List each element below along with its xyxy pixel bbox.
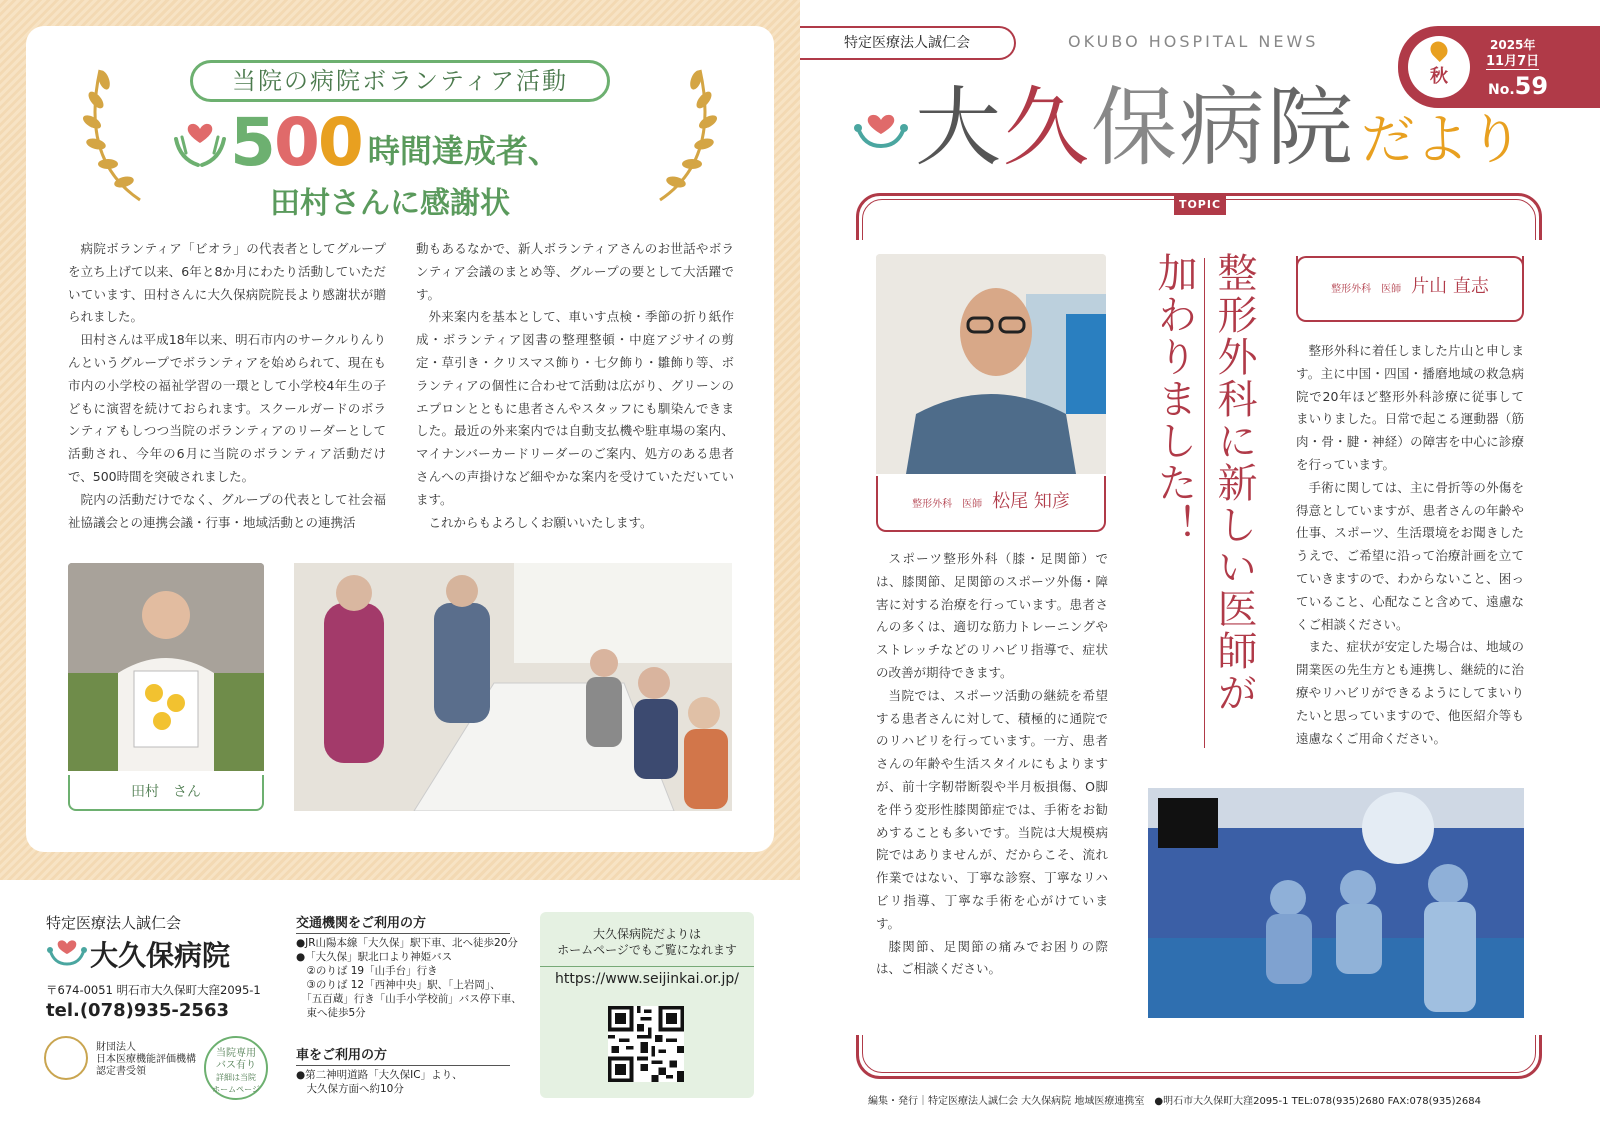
footer-hospital-name: 大久保病院 bbox=[90, 939, 231, 972]
masthead-char: 大 bbox=[915, 78, 1003, 178]
doctor-name: 松尾 知彦 bbox=[992, 491, 1070, 512]
doctor-role: 整形外科 医師 bbox=[912, 499, 983, 510]
masthead-kana: だより bbox=[1361, 108, 1523, 171]
cert-line: 日本医療機能評価機構 bbox=[96, 1054, 196, 1065]
doctor-role: 整形外科 医師 bbox=[1331, 284, 1402, 295]
paragraph: また、症状が安定した場合は、地域の開業医の先生方とも連携し、継続的に治療やリハビリができるようにしてまいりたいと思っていますので、他医紹介等も遠慮なくご用命ください。 bbox=[1296, 639, 1524, 746]
masthead-char: 久 bbox=[1003, 78, 1091, 178]
newsletter-english-title: OKUBO HOSPITAL NEWS bbox=[1068, 32, 1319, 51]
matsuo-text bbox=[876, 548, 1108, 981]
season-label: 秋 bbox=[1430, 66, 1448, 87]
access-line: ●第二神明道路「大久保IC」より、 bbox=[296, 1069, 463, 1081]
photo-volunteer-meeting bbox=[294, 563, 732, 811]
paragraph: 院内の活動だけでなく、グループの代表として社会福祉協議会との連携会議・行事・地域活動との連携活 bbox=[68, 491, 386, 530]
hands-heart-icon bbox=[170, 115, 230, 171]
bus-badge-line: バス有り bbox=[216, 1060, 256, 1071]
access-car-heading: 車をご利用の方 bbox=[296, 1044, 510, 1066]
publisher-footer: 編集・発行｜特定医療法人誠仁会 大久保病院 地域医療連携室 ●明石市大久保町大窪2095-1 TEL:078(935)2680 FAX:078(935)2684 bbox=[868, 1096, 1481, 1107]
big-number-500: 500 bbox=[230, 104, 362, 181]
bus-badge-line: 詳細は当院 bbox=[216, 1073, 256, 1082]
website-note bbox=[540, 926, 754, 958]
footer-address: 〒674-0051 明石市大久保町大窪2095-1 bbox=[46, 983, 261, 997]
bus-badge-line: ホームページ bbox=[212, 1085, 260, 1094]
paragraph: 病院ボランティア「ビオラ」の代表者としてグループを立ち上げて以来、6年と8か月にわたり活動していただいています、田村さんに大久保病院院長より感謝状が贈られました。 bbox=[68, 241, 386, 325]
headline-suffix: 時間達成者、 bbox=[367, 132, 560, 170]
cert-line: 財団法人 bbox=[96, 1042, 136, 1053]
access-line: 「五百蔵」行き「山手小学校前」バス停下車、 bbox=[296, 993, 522, 1005]
topic-badge: TOPIC bbox=[1174, 195, 1226, 215]
issue-prefix: No. bbox=[1488, 82, 1515, 98]
access-public-list bbox=[296, 936, 526, 1020]
paragraph: 手術に関しては、主に骨折等の外傷を得意としていますが、患者さんの年齢や仕事、スポーツ、生活環境をお聞きしたうえで、ご希望に沿って治療計画を立てていきますので、わからないこと、困っていること、心配なこと含めて、遠慮なくご相談ください。 bbox=[1296, 479, 1524, 632]
access-line: ③のりば 12「西神中央」駅、「上岩岡」、 bbox=[296, 979, 501, 991]
access-line: 大久保方面へ約10分 bbox=[296, 1083, 404, 1095]
cert-line: 認定書受領 bbox=[96, 1066, 146, 1077]
caption-dr-katayama bbox=[1296, 256, 1524, 322]
katayama-text bbox=[1296, 340, 1524, 750]
masthead-char: 病 bbox=[1179, 78, 1267, 178]
doctor-name: 片山 直志 bbox=[1411, 276, 1489, 297]
caption-tamura: 田村 さん bbox=[68, 775, 264, 811]
photo-surgery bbox=[1148, 788, 1524, 1018]
paragraph: 当院では、スポーツ活動の継続を希望する患者さんに対して、積極的に通院でのリハビリを行っています。一方、患者さんの年齢や生活スタイルにもよりますが、前十字靭帯断裂や半月板損傷、O脚を伴う変形性膝関節症では、手術をお勧めすることも多いです。当院は大規模病院ではありませんが、だからこそ、流れ作業ではない、丁寧な診察、丁寧なリハビリ指導、丁寧な手術を心がけています。 bbox=[876, 687, 1108, 931]
masthead-char: 院 bbox=[1267, 78, 1355, 178]
footer-org-name: 特定医療法人誠仁会 bbox=[46, 914, 182, 932]
volunteer-column-2 bbox=[416, 238, 734, 534]
certification-logo-icon bbox=[44, 1036, 88, 1080]
topic-vertical-title: 整形外科に新しい医師が加わりました！ bbox=[1151, 252, 1257, 714]
footer-tel: tel.(078)935-2563 bbox=[46, 1000, 229, 1021]
bus-badge bbox=[204, 1036, 268, 1100]
laurel-left-icon bbox=[70, 60, 160, 210]
laurel-right-icon bbox=[640, 60, 730, 210]
hospital-logo-icon bbox=[46, 936, 88, 968]
certification-text bbox=[96, 1042, 196, 1078]
masthead-title bbox=[915, 76, 1523, 176]
bus-badge-line: 当院専用 bbox=[216, 1048, 256, 1059]
website-note-line: ホームページでもご覧になれます bbox=[557, 943, 737, 957]
access-line: ②のりば 19「山手台」行き bbox=[296, 965, 438, 977]
masthead-char: 保 bbox=[1091, 78, 1179, 178]
access-line: ●「大久保」駅北口より神姫バス bbox=[296, 951, 453, 963]
masthead-logo-icon bbox=[852, 110, 910, 150]
paragraph: 田村さんは平成18年以来、明石市内のサークルりんりんというグループでボランティアを始められて、現在も市内の小学校の福祉学習の一環として小学校4年生の子どもに演習を続けておられます。スクールガードのボランティアもしつつ当院のボランティアのリーダーとして活動され、今年の6月に当院のボランティア活動だけで、500時間を突破されました。 bbox=[68, 332, 386, 484]
paragraph: 膝関節、足関節の痛みでお困りの際は、ご相談ください。 bbox=[876, 938, 1108, 977]
photo-dr-matsuo bbox=[876, 254, 1106, 474]
volunteer-column-1 bbox=[68, 238, 386, 534]
headline-line2: 田村さんに感謝状 bbox=[270, 186, 510, 221]
access-car-list bbox=[296, 1068, 526, 1096]
paragraph: 整形外科に着任しました片山と申します。主に中国・四国・播磨地域の救急病院で20年ほど整形外科診療に従事してまいりました。日常で起こる運動器（筋肉・骨・腱・神経）の障害を中心に診療を行っています。 bbox=[1296, 343, 1524, 472]
website-note-line: 大久保病院だよりは bbox=[592, 927, 701, 941]
headline-500-hours bbox=[170, 104, 560, 181]
issue-year: 2025年 bbox=[1490, 38, 1536, 52]
paragraph: これからもよろしくお願いいたします。 bbox=[428, 514, 653, 530]
ginkgo-leaf-icon bbox=[1427, 38, 1451, 62]
photo-tamura bbox=[68, 563, 264, 771]
access-public-heading: 交通機関をご利用の方 bbox=[296, 912, 510, 934]
issue-number-value: 59 bbox=[1514, 72, 1549, 100]
website-url-link[interactable]: https://www.seijinkai.or.jp/ bbox=[540, 966, 754, 987]
org-pill: 特定医療法人誠仁会 bbox=[800, 26, 1016, 60]
issue-month-day: 11月7日 bbox=[1486, 50, 1539, 70]
paragraph: 外来案内を基本として、車いす点検・季節の折り紙作成・ボランティア図書の整理整頓・中庭アジサイの剪定・草引き・クリスマス飾り・七夕飾り・雛飾り等、ボランティアの個性に合わせて活動は広がり、グリーンのエプロンとともに患者さんやスタッフにも馴染んできました。最近の外来案内では自動支払機や駐車場の案内、マイナンバーカードリーダーのご案内、処方のある患者さんへの声掛けなど細やかな案内を受けていただいています。 bbox=[416, 309, 734, 507]
paragraph: 動もあるなかで、新人ボランティアさんのお世話やボランティア会議のまとめ等、グループの要として大活躍です。 bbox=[416, 241, 734, 302]
qr-code-icon[interactable] bbox=[608, 1006, 684, 1082]
frame-mask bbox=[1520, 240, 1550, 1035]
paragraph: スポーツ整形外科（膝・足関節）では、膝関節、足関節のスポーツ外傷・障害に対する治療を行っています。患者さんの多くは、適切な筋力トレーニングやストレッチなどのリハビリ指導で、症状の改善が期待できます。 bbox=[876, 551, 1108, 680]
caption-dr-matsuo bbox=[876, 476, 1106, 532]
access-line: 東へ徒歩5分 bbox=[296, 1007, 366, 1019]
access-line: ●JR山陽本線「大久保」駅下車、北へ徒歩20分 bbox=[296, 937, 518, 949]
volunteer-section-pill: 当院の病院ボランティア活動 bbox=[190, 60, 610, 102]
